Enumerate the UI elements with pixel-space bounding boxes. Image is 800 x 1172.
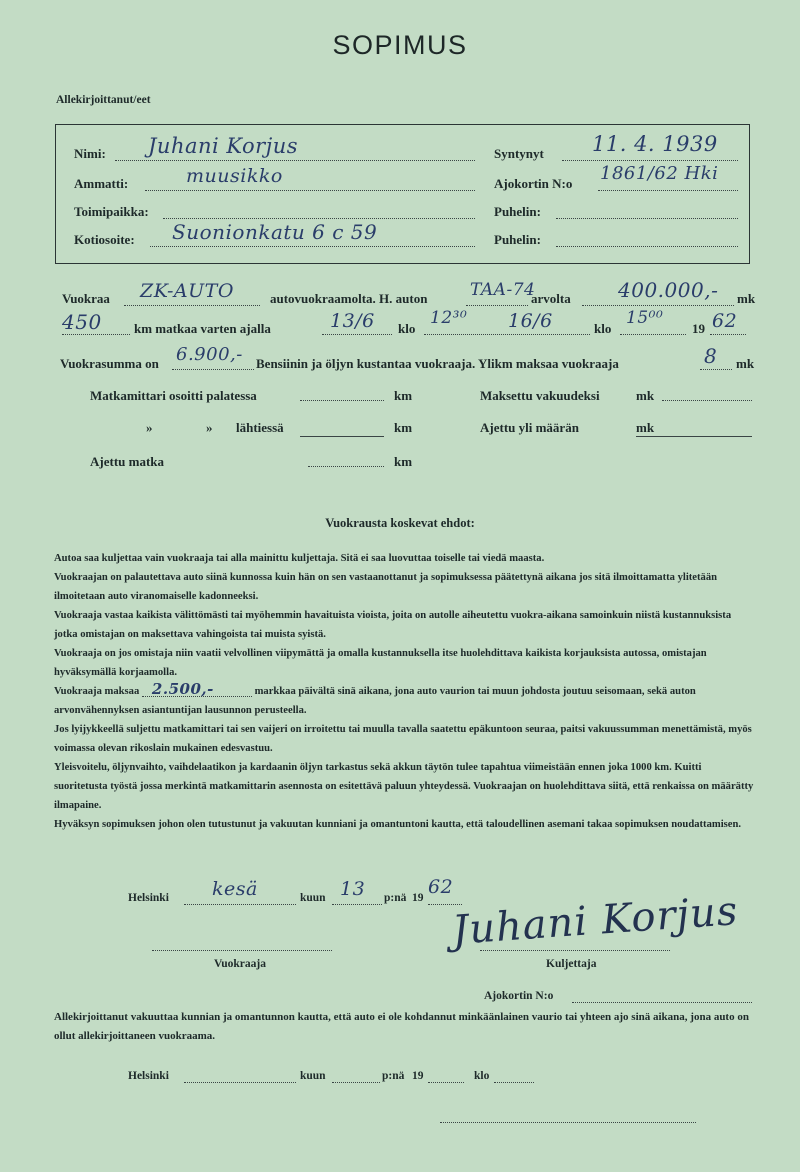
end-time-label: klo xyxy=(594,321,612,336)
sum-line xyxy=(172,369,254,370)
term-5-end: markkaa päivältä sinä aikana, jona auto vaurion tai muun johdosta joutuu seisomaan, sekä auton arvonvähennyksen asiantuntijan lausunnon perusteella. xyxy=(54,686,696,716)
departing-line xyxy=(300,436,384,437)
value-line xyxy=(582,305,734,306)
signing-month-line xyxy=(184,904,296,905)
term-1: Autoa saa kuljettaa vain vuokraaja tai alla mainittu kuljettaja. Sitä ei saa luovuttaa toiselle tai viedä maasta. xyxy=(54,553,545,564)
signing-pna: p:nä xyxy=(384,892,407,904)
workplace-line xyxy=(163,218,475,219)
deposit-currency: mk xyxy=(636,388,655,403)
driver-license-label: Ajokortin N:o xyxy=(484,990,554,1002)
workplace-label: Toimipaikka: xyxy=(74,204,149,219)
driver-label: Kuljettaja xyxy=(546,958,597,970)
km-line xyxy=(62,334,130,335)
car-value-amount[interactable]: 400.000,- xyxy=(618,278,719,302)
value-currency: mk xyxy=(737,291,756,306)
driven-label: Ajettu matka xyxy=(90,454,165,469)
license-value[interactable]: 1861/62 Hki xyxy=(600,163,719,184)
term-5 xyxy=(54,682,754,720)
term-3: Vuokraaja vastaa kaikista välittömästi tai myöhemmin havaituista vioista, joita on autolle aiheutettu vuokra-aikana samoinkuin niistä kustannuksista jotka omistajan on maksettava vahingoista tai muista syistä. xyxy=(54,610,732,640)
declaration-day-line xyxy=(332,1082,380,1083)
ditto-2: » xyxy=(206,420,213,435)
start-date-line xyxy=(322,334,392,335)
name-line xyxy=(115,160,475,161)
returning-line xyxy=(300,400,384,401)
company-suffix: autovuokraamolta. H. auton xyxy=(270,291,428,306)
signing-month-value[interactable]: kesä xyxy=(212,878,258,900)
sum-value[interactable]: 6.900,- xyxy=(176,344,243,365)
born-value[interactable]: 11. 4. 1939 xyxy=(592,132,718,156)
renter-label: Vuokraaja xyxy=(214,958,266,970)
declaration-pna: p:nä xyxy=(382,1070,405,1082)
signing-city: Helsinki xyxy=(128,892,169,904)
extra-km-currency: mk xyxy=(736,356,755,371)
born-label: Syntynyt xyxy=(494,146,544,161)
km-value[interactable]: 450 xyxy=(62,310,102,334)
name-label: Nimi: xyxy=(74,146,106,161)
driver-signature-line xyxy=(480,950,670,951)
company-value[interactable]: ZK-AUTO xyxy=(140,280,234,302)
occupation-line xyxy=(145,190,475,191)
ditto-1: » xyxy=(146,420,153,435)
end-time-value[interactable]: 15⁰⁰ xyxy=(626,308,664,328)
km-unit-1: km xyxy=(394,388,413,403)
declaration-month-line xyxy=(184,1082,296,1083)
address-value[interactable]: Suonionkatu 6 c 59 xyxy=(172,220,378,244)
end-time-line xyxy=(620,334,686,335)
declaration-time-line xyxy=(494,1082,534,1083)
car-value[interactable]: TAA-74 xyxy=(470,280,536,300)
signatories-label: Allekirjoittanut/eet xyxy=(56,94,151,106)
km-unit-3: km xyxy=(394,454,413,469)
phone2-label: Puhelin: xyxy=(494,232,541,247)
phone-line xyxy=(556,218,738,219)
address-label: Kotiosoite: xyxy=(74,232,135,247)
over-label: Ajettu yli määrän xyxy=(480,420,579,435)
over-line xyxy=(636,436,752,437)
term-7: Yleisvoitelu, öljynvaihto, vaihdelaatikon ja kardaanin öljyn tarkastus sekä akkun täytön tulee tapahtua viimeistään ennen joka 1000 km. Kuitti suoritetusta työstä jossa merkintä matkamittarin asennosta on esitettävä paluun yhteydessä. Vuokraajan on huolehdittava siitä, että renkaissa on määrätty ilmapaine. xyxy=(54,762,754,811)
term-4: Vuokraaja on jos omistaja niin vaatii velvollinen viipymättä ja omalla kustannuksella itse huolehdittava kaikista korjauksista autossa, omistajan hyväksymällä korjaamolla. xyxy=(54,648,707,678)
extra-km-line xyxy=(700,369,732,370)
km-unit-2: km xyxy=(394,420,413,435)
declaration-kuun: kuun xyxy=(300,1070,326,1082)
extra-km-value[interactable]: 8 xyxy=(704,344,718,368)
license-line xyxy=(598,190,738,191)
start-time-value[interactable]: 12³⁰ xyxy=(430,308,468,328)
rental-label: Vuokraa xyxy=(62,291,110,306)
year-value[interactable]: 62 xyxy=(712,310,738,332)
signing-year-line xyxy=(428,904,462,905)
fuel-text: Bensiinin ja öljyn kustantaa vuokraaja. Ylikm maksaa vuokraaja xyxy=(256,356,619,371)
renter-signature-line xyxy=(152,950,332,951)
departing-label: lähtiessä xyxy=(236,420,284,435)
signing-day-line xyxy=(332,904,382,905)
born-line xyxy=(562,160,738,161)
year-line xyxy=(710,334,746,335)
terms-text xyxy=(54,549,754,834)
signing-year-value[interactable]: 62 xyxy=(428,876,454,898)
occupation-value[interactable]: muusikko xyxy=(186,165,283,187)
returning-label: Matkamittari osoitti palatessa xyxy=(90,388,257,403)
document-title: SOPIMUS xyxy=(332,30,468,60)
address-line xyxy=(150,246,475,247)
driver-license-line xyxy=(572,1002,752,1003)
km-label: km matkaa varten ajalla xyxy=(134,321,271,336)
term-8: Hyväksyn sopimuksen johon olen tutustunut ja vakuutan kunniani ja omantuntoni kautta, että taloudellinen asemani takaa sopimuksen noudattamisen. xyxy=(54,819,742,830)
over-currency: mk xyxy=(636,420,655,435)
terms-heading: Vuokrausta koskevat ehdot: xyxy=(325,516,475,530)
deposit-line xyxy=(662,400,752,401)
daily-fee-value[interactable]: 2.500,- xyxy=(142,682,252,697)
value-label: arvolta xyxy=(531,291,571,306)
year-prefix: 19 xyxy=(692,321,705,336)
start-time-label: klo xyxy=(398,321,416,336)
declaration-signature-line xyxy=(440,1122,696,1123)
driver-signature: Juhani Korjus xyxy=(450,888,740,954)
phone-label: Puhelin: xyxy=(494,204,541,219)
license-label: Ajokortin N:o xyxy=(494,176,573,191)
company-line xyxy=(124,305,260,306)
signing-kuun: kuun xyxy=(300,892,326,904)
term-2: Vuokraajan on palautettava auto siinä kunnossa kuin hän on sen vastaanottanut ja sopimuksessa päätettynä aikana jos sitä ilmoittamatta ylitetään ilmoitetaan auto viranomaiselle kadonneeksi. xyxy=(54,572,718,602)
declaration-year-line xyxy=(428,1082,464,1083)
phone2-line xyxy=(556,246,738,247)
driven-line xyxy=(308,466,384,467)
declaration-text: Allekirjoittanut vakuuttaa kunnian ja omantunnon kautta, että auto ei ole kohdannut minkäänlainen vaurio tai yhteen ajo sinä aikana, jona auto on ollut allekirjoittaneen vuokraama. xyxy=(54,1011,749,1042)
start-time-line xyxy=(424,334,590,335)
term-6: Jos lyijykkeellä suljettu matkamittari tai sen vaijeri on irroitettu tai muulla tavalla saatettu epäkuntoon seuraa, paitsi vakuussumman menettämistä, myös voimassa olevan rikoslain mukainen edesvastuu. xyxy=(54,724,752,754)
deposit-label: Maksettu vakuudeksi xyxy=(480,388,600,403)
occupation-label: Ammatti: xyxy=(74,176,129,191)
signing-year-prefix: 19 xyxy=(412,892,424,904)
start-date-value[interactable]: 13/6 xyxy=(330,310,375,332)
sum-label: Vuokrasumma on xyxy=(60,356,159,371)
declaration-year-prefix: 19 xyxy=(412,1070,424,1082)
name-value[interactable]: Juhani Korjus xyxy=(148,134,299,158)
car-line xyxy=(466,305,528,306)
end-date-value[interactable]: 16/6 xyxy=(508,310,553,332)
declaration-klo: klo xyxy=(474,1070,490,1082)
signing-day-value[interactable]: 13 xyxy=(340,878,366,900)
declaration-city: Helsinki xyxy=(128,1070,169,1082)
term-5-start: Vuokraaja maksaa xyxy=(54,686,140,697)
